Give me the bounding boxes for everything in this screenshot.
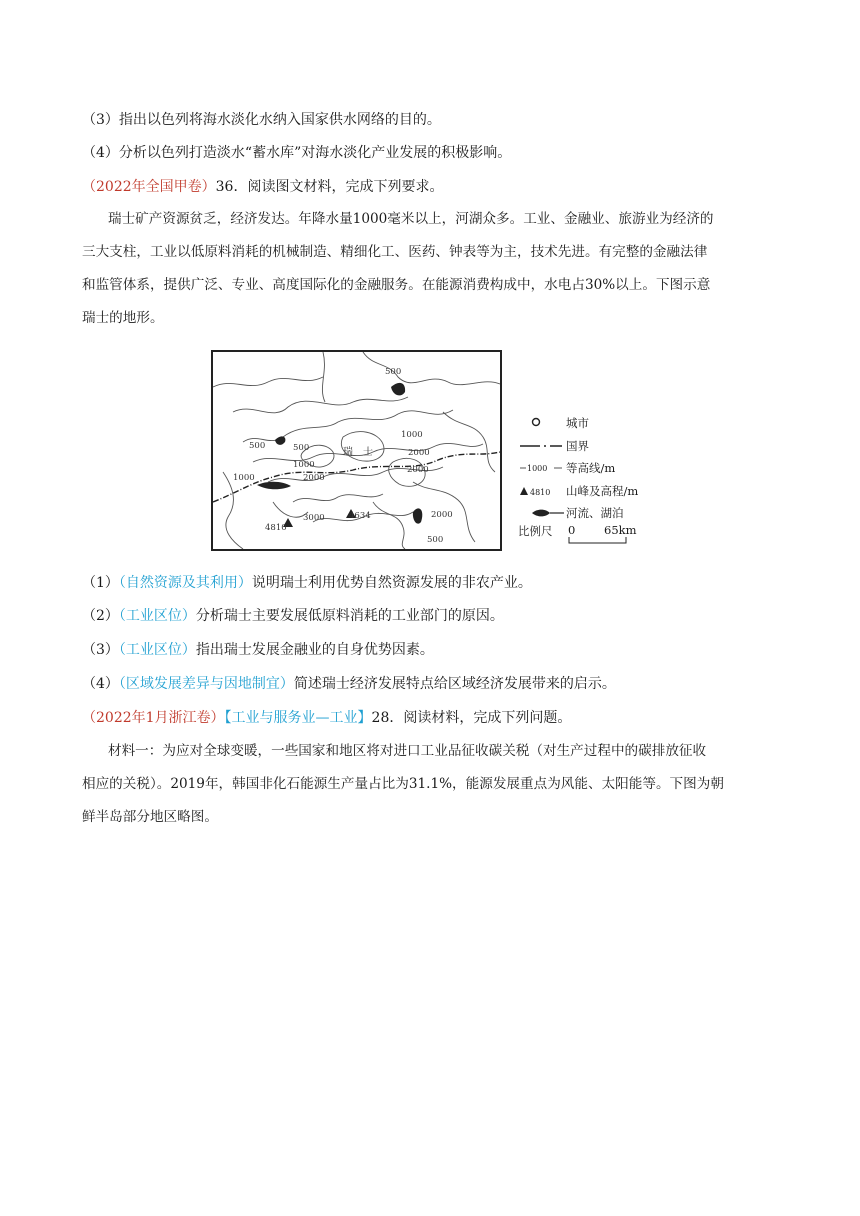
legend-river-label: 河流、湖泊	[566, 506, 624, 520]
switzerland-map	[211, 350, 502, 551]
contour-label: 2000	[408, 448, 430, 458]
scale-label: 比例尺	[518, 524, 553, 538]
item28-topic: 【工业与服务业—工业】	[224, 710, 372, 726]
item28-stem: 28．阅读材料，完成下列问题。	[371, 710, 572, 726]
scale-bar-icon	[568, 537, 628, 545]
item28-source: （2022年1月浙江卷）	[82, 710, 225, 726]
sq4-num: （4）	[82, 676, 119, 692]
river-lake-icon	[518, 502, 564, 524]
contour-line-icon	[518, 457, 564, 479]
peak-label-4810: 4810	[265, 523, 287, 533]
sq2-text: 分析瑞士主要发展低原料消耗的工业部门的原因。	[195, 608, 504, 624]
peak-triangle-icon	[518, 480, 564, 502]
legend-border-label: 国界	[566, 438, 589, 453]
item28-heading	[82, 708, 571, 728]
item36-heading	[82, 177, 443, 197]
sq4-text: 简述瑞士经济发展特点给区域经济发展带来的启示。	[293, 676, 616, 692]
contour-label: 1000	[401, 430, 423, 440]
sq4-tag: （区域发展差异与因地制宜）	[118, 676, 294, 692]
contour-label: 500	[385, 367, 402, 377]
map-drawing	[213, 352, 500, 549]
legend-contour-sample: 1000	[527, 464, 548, 473]
item36-source: （2022年全国甲卷）	[82, 179, 216, 195]
legend-peak-sample: 4810	[530, 487, 551, 497]
border-line-icon	[518, 435, 564, 457]
sq3-tag: （工业区位）	[118, 642, 196, 658]
map-scale	[518, 523, 637, 539]
item28-para-line-1: 材料一：为应对全球变暖，一些国家和地区将对进口工业品征收碳关税（对生产过程中的碳排放征收	[108, 743, 707, 759]
contour-label: 500	[293, 443, 310, 453]
sq3-num: （3）	[82, 642, 119, 658]
sq1-text: 说明瑞士利用优势自然资源发展的非农产业。	[251, 575, 532, 591]
sq1-num: （1）	[82, 575, 119, 591]
item36-stem: 36．阅读图文材料，完成下列要求。	[215, 179, 444, 195]
contour-label: 2000	[431, 510, 453, 520]
scale-end: 65km	[604, 523, 637, 537]
question-4: （4）分析以色列打造淡水“蓄水库”对海水淡化产业发展的积极影响。	[82, 145, 512, 161]
contour-label: 500	[427, 535, 444, 545]
sq3-text: 指出瑞士发展金融业的自身优势因素。	[195, 642, 434, 658]
item28-para-line-3: 鲜半岛部分地区略图。	[82, 809, 218, 825]
contour-label: 1000	[293, 460, 315, 470]
item36-subquestion-2	[82, 606, 504, 626]
contour-label: 2000	[407, 465, 429, 475]
city-circle-icon	[518, 412, 564, 434]
item36-para-line-2: 三大支柱，工业以低原料消耗的机械制造、精细化工、医药、钟表等为主，技术先进。有完整的金融法律	[82, 244, 708, 260]
item36-subquestion-3	[82, 640, 434, 660]
item36-paragraph	[82, 203, 788, 335]
legend-city-label: 城市	[566, 416, 589, 430]
item36-subquestion-4	[82, 674, 616, 694]
item28-para-line-2: 相应的关税）。2019年，韩国非化石能源生产量占比为31.1%，能源发展重点为风能、太阳能等。下图为朝	[82, 776, 724, 792]
sq2-tag: （工业区位）	[118, 608, 196, 624]
legend-contour-label: 等高线/m	[566, 461, 616, 475]
sq1-tag: （自然资源及其利用）	[118, 575, 252, 591]
contour-label: 500	[249, 441, 266, 451]
item36-para-line-3: 和监管体系，提供广泛、专业、高度国际化的金融服务。在能源消费构成中，水电占30%以上。下图示意	[82, 277, 711, 293]
contour-label: 2000	[303, 473, 325, 483]
item36-para-line-4: 瑞士的地形。	[82, 310, 164, 326]
question-3: （3）指出以色列将海水淡化水纳入国家供水网络的目的。	[82, 112, 441, 128]
peak-label-4634: 4634	[349, 511, 371, 521]
contour-label: 1000	[233, 473, 255, 483]
scale-zero: 0	[568, 523, 576, 537]
item36-para-line-1: 瑞士矿产资源贫乏，经济发达。年降水量1000毫米以上，河湖众多。工业、金融业、旅游业为经济的	[108, 211, 714, 227]
country-label: 瑞 士	[343, 447, 373, 458]
contour-label: 3000	[303, 513, 325, 523]
item28-paragraph	[82, 735, 788, 834]
sq2-num: （2）	[82, 608, 119, 624]
legend-peak-label: 山峰及高程/m	[566, 483, 639, 498]
item36-subquestion-1	[82, 573, 532, 593]
